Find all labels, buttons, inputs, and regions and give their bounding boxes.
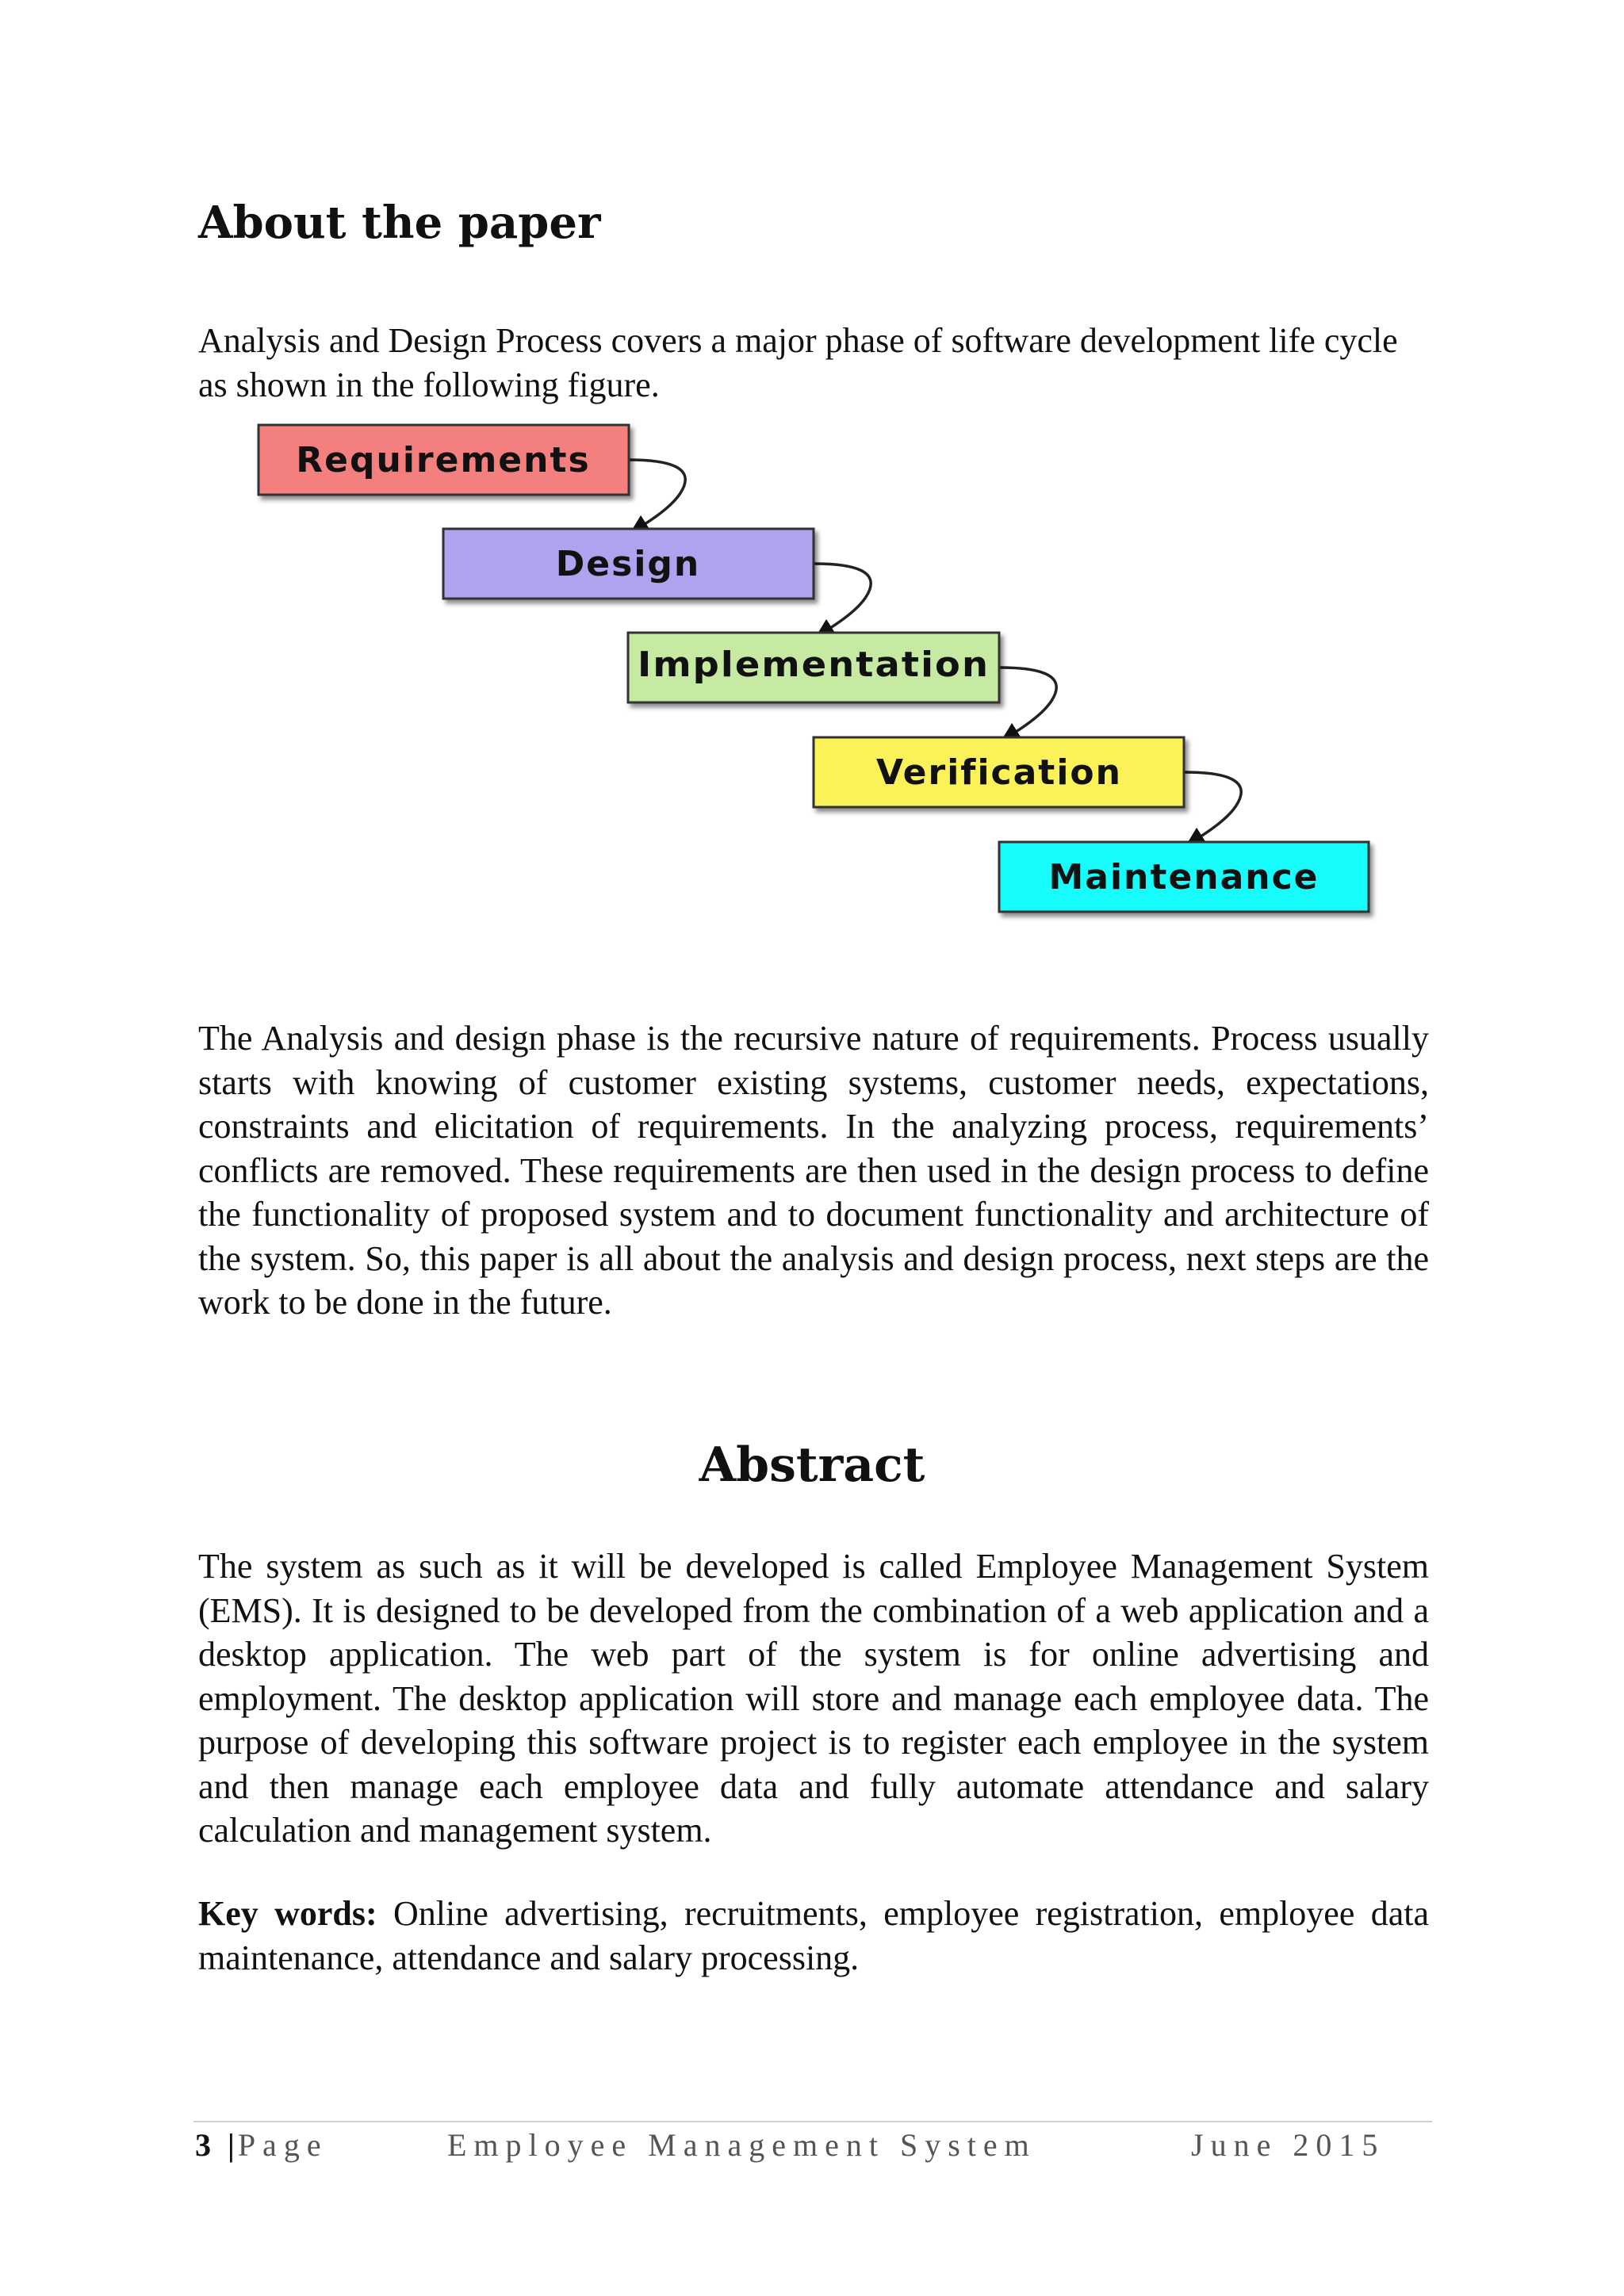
keywords-paragraph — [198, 1892, 1429, 1980]
stage-verification — [814, 737, 1184, 807]
stage-maintenance-label: Maintenance — [1048, 857, 1320, 897]
footer-page-number: 3 — [195, 2127, 213, 2163]
abstract-heading: Abstract — [699, 1437, 925, 1493]
footer-page-label — [195, 2126, 328, 2164]
abstract-paragraph: The system as such as it will be developed is called Employee Management System (EMS). It is designed to be developed from the combination of a web application and a desktop application. The web part of the system is for online advertising and employment. The desktop application will store and manage each employee data. The purpose of developing this software project is to register each employee in the system and then manage each employee data and fully automate attendance and salary calculation and management system. — [198, 1547, 1429, 1850]
footer-title: Employee Management System — [447, 2127, 1036, 2163]
stage-requirements-label: Requirements — [296, 440, 591, 480]
stage-implementation — [628, 633, 999, 702]
flow-arrow-2 — [814, 564, 871, 637]
keywords-label: Key words: — [198, 1894, 377, 1933]
stage-design — [443, 529, 814, 599]
stage-maintenance — [999, 842, 1369, 912]
footer-divider — [193, 2121, 1432, 2122]
footer-date: June 2015 — [1191, 2127, 1385, 2163]
footer-page-word: Page — [237, 2127, 328, 2163]
stage-requirements — [259, 425, 629, 495]
stage-design-label: Design — [555, 544, 701, 584]
intro-paragraph: Analysis and Design Process covers a major phase of software development life cycle as shown in the following figure. — [198, 321, 1398, 404]
footer-separator: | — [228, 2127, 238, 2163]
flow-arrow-4 — [1185, 772, 1241, 845]
flow-arrow-3 — [1000, 668, 1056, 740]
waterfall-diagram — [0, 0, 1624, 951]
flow-arrow-1 — [629, 460, 685, 533]
stage-verification-label: Verification — [876, 752, 1122, 793]
stage-implementation-label: Implementation — [638, 645, 990, 685]
keywords-text: Online advertising, recruitments, employee registration, employee data maintenance, attendance and salary processing. — [198, 1894, 1429, 1977]
about-heading: About the paper — [198, 197, 601, 249]
analysis-paragraph: The Analysis and design phase is the recursive nature of requirements. Process usually starts with knowing of customer existing systems, customer needs, expectations, constraints and elicitation of requirements. In the analyzing process, requirements’ conflicts are removed. These requirements are then used in the design process to define the functionality of proposed system and to document functionality and architecture of the system. So, this paper is all about the analysis and design process, next steps are the work to be done in the future. — [198, 1019, 1429, 1322]
